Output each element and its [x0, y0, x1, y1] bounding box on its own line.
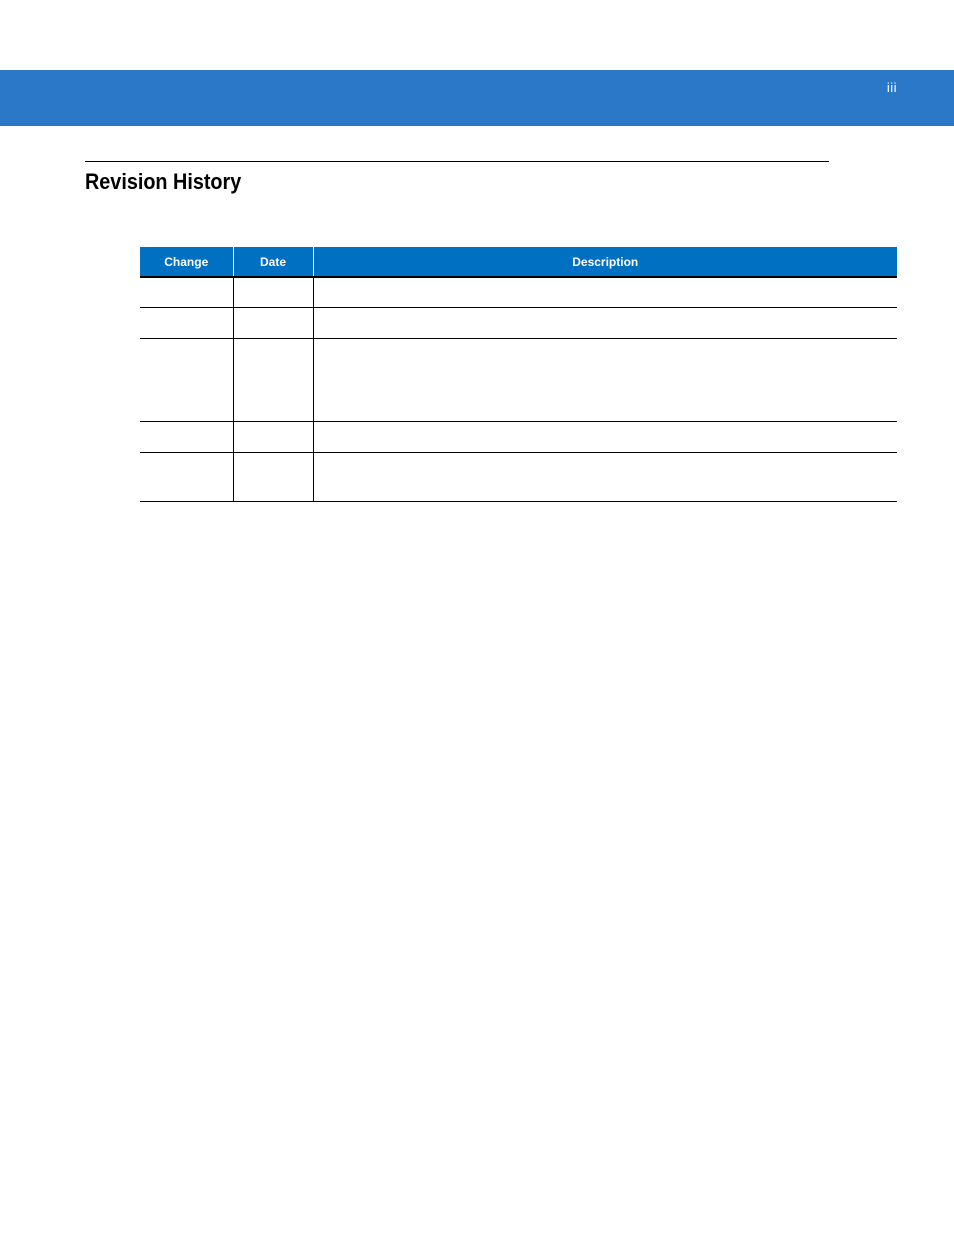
page-number: iii: [886, 80, 897, 95]
table-row: [140, 277, 897, 307]
cell-change: [140, 307, 233, 338]
cell-change: [140, 452, 233, 501]
table-row: [140, 307, 897, 338]
cell-description: [313, 277, 897, 307]
cell-description: [313, 307, 897, 338]
revision-history-table: [140, 247, 897, 502]
page-title: Revision History: [85, 169, 242, 194]
header-bar: [0, 70, 954, 126]
cell-date: [233, 307, 313, 338]
cell-date: [233, 338, 313, 421]
table-row: [140, 452, 897, 501]
cell-date: [233, 452, 313, 501]
column-header-change: Change: [140, 247, 233, 277]
column-header-date: Date: [233, 247, 313, 277]
cell-description: [313, 338, 897, 421]
cell-change: [140, 277, 233, 307]
cell-change: [140, 338, 233, 421]
cell-description: [313, 452, 897, 501]
cell-description: [313, 421, 897, 452]
title-rule: [85, 161, 829, 162]
column-header-description: Description: [313, 247, 897, 277]
table-header-row: [140, 247, 897, 277]
cell-date: [233, 421, 313, 452]
cell-change: [140, 421, 233, 452]
table-row: [140, 338, 897, 421]
cell-date: [233, 277, 313, 307]
table-row: [140, 421, 897, 452]
